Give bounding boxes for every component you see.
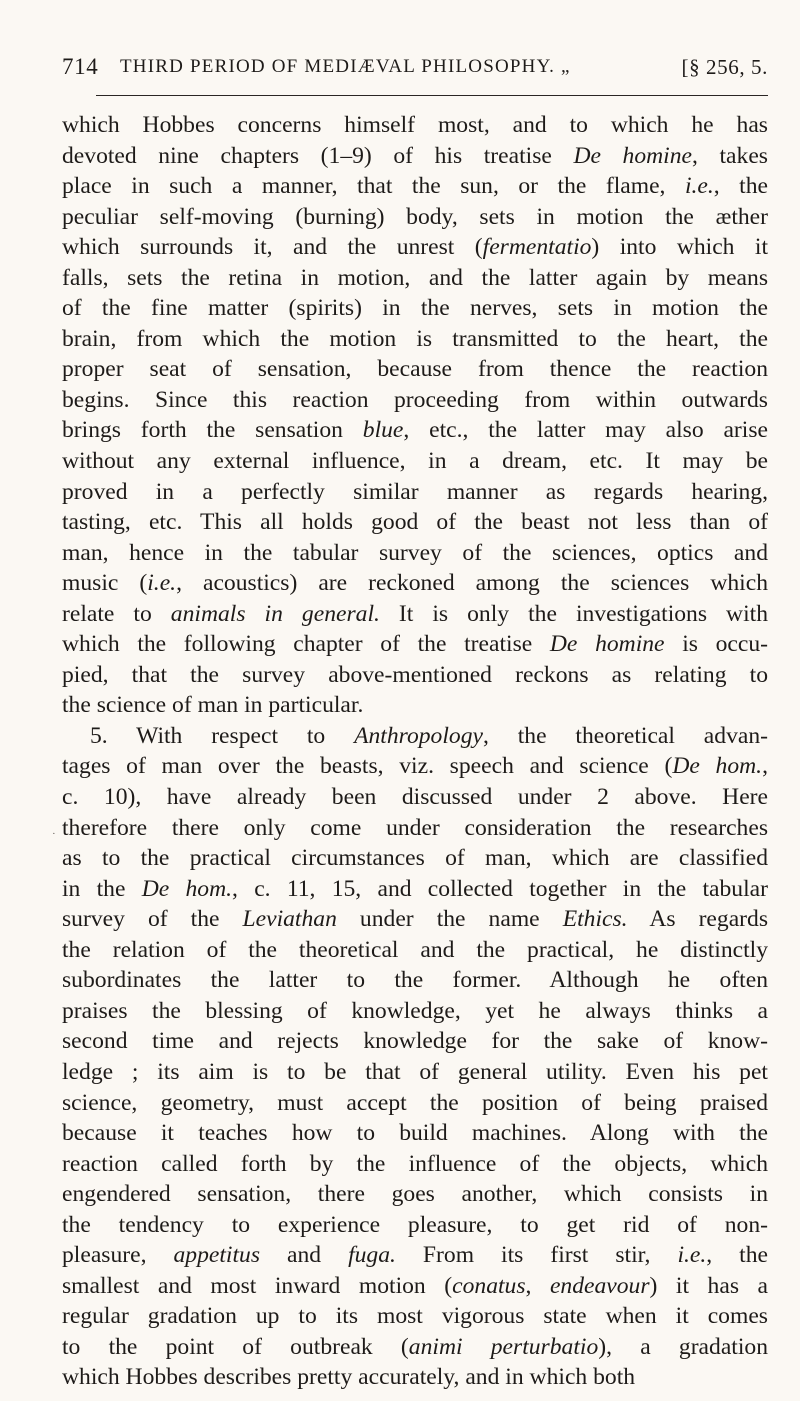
body-text — [62, 110, 768, 1393]
italic-term: Ethics. — [562, 906, 628, 933]
italic-term: fuga. — [348, 1242, 396, 1269]
text-line: which Hobbes describes pretty accurately, and in which both — [62, 1364, 636, 1391]
text-line: therefore there only come under consideration the researches — [62, 814, 768, 841]
italic-term: De hom. — [672, 753, 763, 780]
header-rule — [96, 95, 768, 96]
text-line: proper seat of sensation, because from thence the reaction — [62, 356, 768, 383]
text-line: engendered sensation, there goes another, which consists in — [62, 1181, 768, 1208]
text-line: second time and rejects knowledge for the sake of know- — [62, 1028, 768, 1055]
text-line: survey of the Leviathan under the name Ethics. As regards — [62, 906, 769, 933]
text-line: the relation of the theoretical and the practical, he distinctly — [62, 936, 768, 963]
margin-speck: · — [52, 828, 56, 840]
text-line: of the fine matter (spirits) in the nerves, sets in motion the — [62, 295, 768, 322]
text-line: regular gradation up to its most vigorous state when it comes — [62, 1303, 768, 1330]
text-line: begins. Since this reaction proceeding from within outwards — [62, 386, 768, 413]
text-line: which the following chapter of the treatise De homine is occu- — [62, 631, 768, 658]
running-title-text: THIRD PERIOD OF MEDIÆVAL PHILOSOPHY. — [120, 56, 556, 77]
text-line: in the De hom., c. 11, 15, and collected together in the tabular — [62, 875, 768, 902]
text-line: as to the practical circumstances of man, which are classified — [62, 845, 768, 872]
text-line: brings forth the sensation blue, etc., the latter may also arise — [62, 417, 768, 444]
printer-mark: „ — [560, 56, 571, 77]
text-line: which Hobbes concerns himself most, and to which he has — [62, 112, 768, 138]
italic-term: fermentatio — [482, 234, 592, 261]
italic-term: Anthropology — [354, 722, 483, 749]
text-line: the tendency to experience pleasure, to get rid of non- — [62, 1211, 768, 1238]
italic-term: Leviathan — [242, 906, 337, 933]
text-line: falls, sets the retina in motion, and the latter again by means — [62, 264, 768, 291]
text-line: to the point of outbreak (animi perturbatio), a gradation — [62, 1333, 768, 1360]
text-line: man, hence in the tabular survey of the sciences, optics and — [62, 539, 768, 566]
text-line: smallest and most inward motion (conatus, endeavour) it has a — [62, 1272, 769, 1299]
italic-term: animi perturbatio — [408, 1333, 599, 1360]
text-line: pleasure, appetitus and fuga. From its first stir, i.e., the — [62, 1242, 768, 1269]
page-number: 714 — [62, 54, 99, 79]
text-line: praises the blessing of knowledge, yet he always thinks a — [62, 997, 768, 1024]
text-line: subordinates the latter to the former. Although he often — [62, 967, 768, 994]
text-line: pied, that the survey above-mentioned reckons as relating to — [62, 661, 768, 688]
text-line: which surrounds it, and the unrest (fermentatio) into which it — [62, 234, 768, 261]
text-line: without any external influence, in a dream, etc. It may be — [62, 448, 768, 475]
text-line: ledge ; its aim is to be that of general utility. Even his pet — [62, 1058, 768, 1085]
italic-term: i.e. — [147, 570, 177, 597]
text-line: reaction called forth by the influence of the objects, which — [62, 1150, 768, 1177]
italic-term: animals in general. — [170, 600, 380, 627]
text-line: the science of man in particular. — [62, 692, 364, 719]
italic-term: conatus — [452, 1272, 526, 1299]
text-line: devoted nine chapters (1–9) of his treatise De homine, takes — [62, 142, 768, 169]
italic-term: i.e. — [684, 173, 714, 200]
italic-term: endeavour — [549, 1272, 650, 1299]
running-title — [120, 56, 571, 78]
italic-term: De homine — [573, 142, 693, 169]
text-line: proved in a perfectly similar manner as regards hearing, — [62, 478, 768, 505]
text-line: peculiar self-moving (burning) body, sets in motion the æther — [62, 203, 768, 230]
text-line: music (i.e., acoustics) are reckoned among the sciences which — [62, 570, 768, 597]
page-header — [62, 54, 768, 84]
text-line: relate to animals in general. It is only the investigations with — [62, 600, 768, 627]
italic-term: blue — [362, 417, 404, 444]
text-line: brain, from which the motion is transmitted to the heart, the — [62, 325, 768, 352]
text-line: science, geometry, must accept the position of being praised — [62, 1089, 768, 1116]
text-line: tasting, etc. This all holds good of the beast not less than of — [62, 509, 768, 536]
text-line: c. 10), have already been discussed under 2 above. Here — [62, 784, 768, 811]
italic-term: De homine — [549, 631, 665, 658]
italic-term: De hom. — [141, 875, 233, 902]
italic-term: i.e. — [677, 1242, 707, 1269]
text-line: tages of man over the beasts, viz. speech and science (De hom., — [62, 753, 768, 780]
text-line: place in such a manner, that the sun, or the flame, i.e., the — [62, 173, 768, 200]
italic-term: appetitus — [173, 1242, 261, 1269]
text-line: 5. With respect to Anthropology, the theoretical advan- — [90, 722, 768, 749]
section-reference: [§ 256, 5. — [681, 55, 768, 79]
text-line: because it teaches how to build machines. Along with the — [62, 1120, 768, 1147]
